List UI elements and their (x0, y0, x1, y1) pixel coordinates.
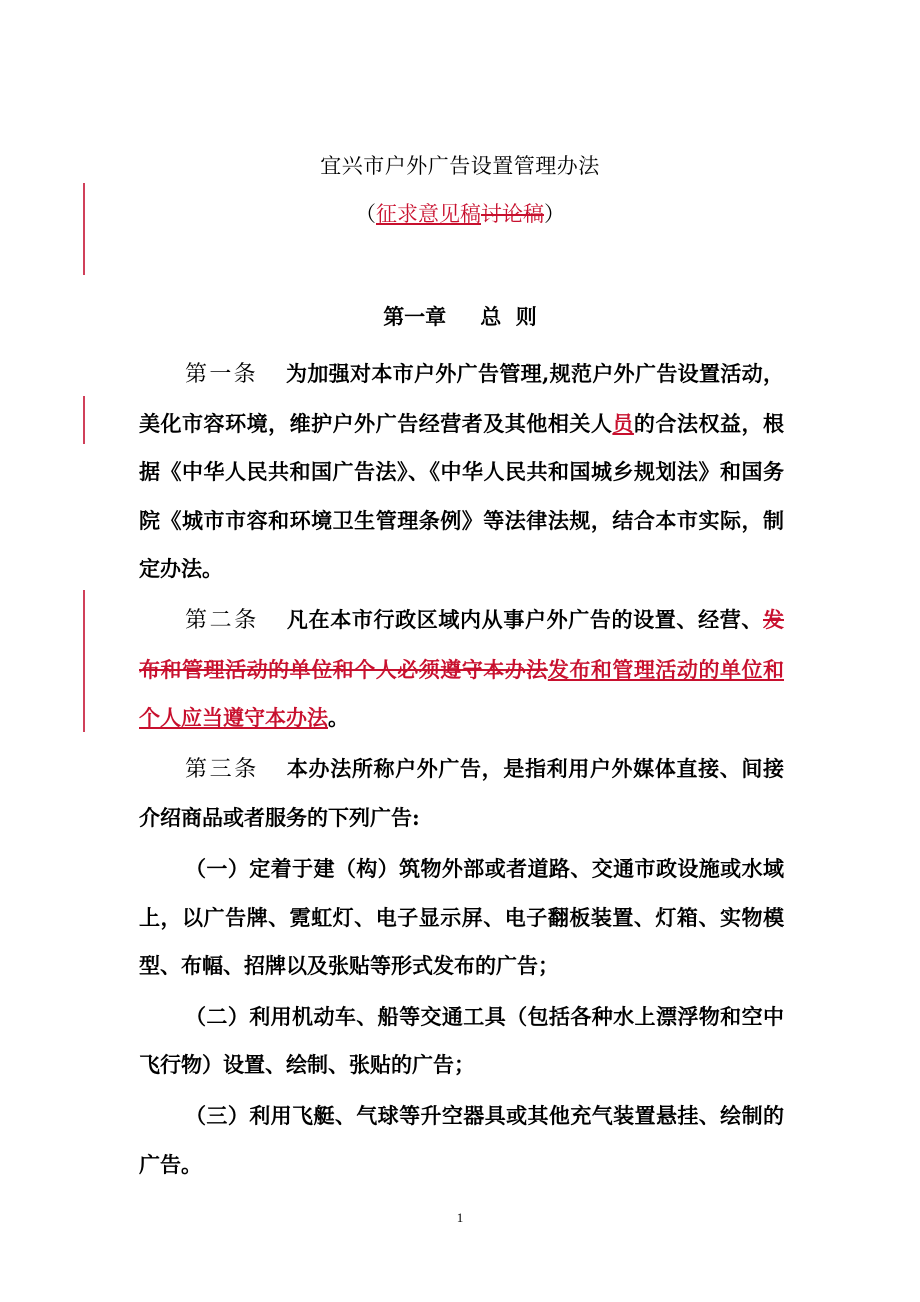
article-1-text-b: 的合法权益，根据《中华人民共和国广告法》、《中华人民共和国城乡规划法》和国务院《城市市容和环境卫生管理条例》等法律法规，结合本市实际，制定办法。 (139, 410, 785, 582)
chapter-number: 第一章 (383, 304, 447, 329)
article-1-text-a: 为加强对本市户外广告管理,规范户外广告设置活动，美化市容环境，维护户外广告经营者及其他相关人 (139, 361, 784, 436)
document-title: 宜兴市户外广告设置管理办法 (320, 154, 600, 178)
chapter-name: 总 则 (480, 304, 537, 329)
page-number: 1 (456, 1210, 464, 1225)
article-1-label: 第一条 (185, 362, 259, 387)
document-subtitle (0, 198, 920, 228)
article-3 (139, 745, 784, 843)
article-2-text-b: 。 (328, 705, 349, 731)
article-2 (139, 596, 784, 743)
subtitle-open-paren: （ (355, 202, 376, 226)
article-2-label: 第二条 (185, 607, 259, 633)
revision-bar (83, 396, 85, 444)
article-2-text-a: 凡在本市行政区域内从事户外广告的设置、经营、 (286, 606, 763, 632)
article-1 (139, 350, 784, 594)
article-3-text: 本办法所称户外广告，是指利用户外媒体直接、间接介绍商品或者服务的下列广告: (139, 755, 784, 831)
subtitle-deleted-text: 讨论稿 (481, 202, 544, 226)
article-1-inserted-text: 员 (612, 410, 634, 436)
revision-bar (83, 590, 85, 732)
revision-bar (83, 183, 85, 275)
chapter-heading (0, 301, 920, 331)
document-body (139, 350, 784, 1191)
article-2-deleted-text: 发布和管理活动的单位和个人必须遵守本办法 (139, 606, 784, 682)
list-item: （二）利用机动车、船等交通工具（包括各种水上漂浮物和空中飞行物）设置、绘制、张贴的广告； (139, 1003, 784, 1078)
subtitle-close-paren: ） (544, 202, 565, 226)
list-item: （三）利用飞艇、气球等升空器具或其他充气装置悬挂、绘制的广告。 (139, 1102, 784, 1177)
article-2-inserted-text: 发布和管理活动的单位和个人应当遵守本办法 (139, 656, 784, 731)
article-3-label: 第三条 (185, 756, 259, 782)
list-item: （一）定着于建（构）筑物外部或者道路、交通市政设施或水域上，以广告牌、霓虹灯、电子显示屏、电子翻板装置、灯箱、实物模型、布幅、招牌以及张贴等形式发布的广告； (139, 855, 784, 979)
subtitle-inserted-text: 征求意见稿 (376, 202, 481, 226)
